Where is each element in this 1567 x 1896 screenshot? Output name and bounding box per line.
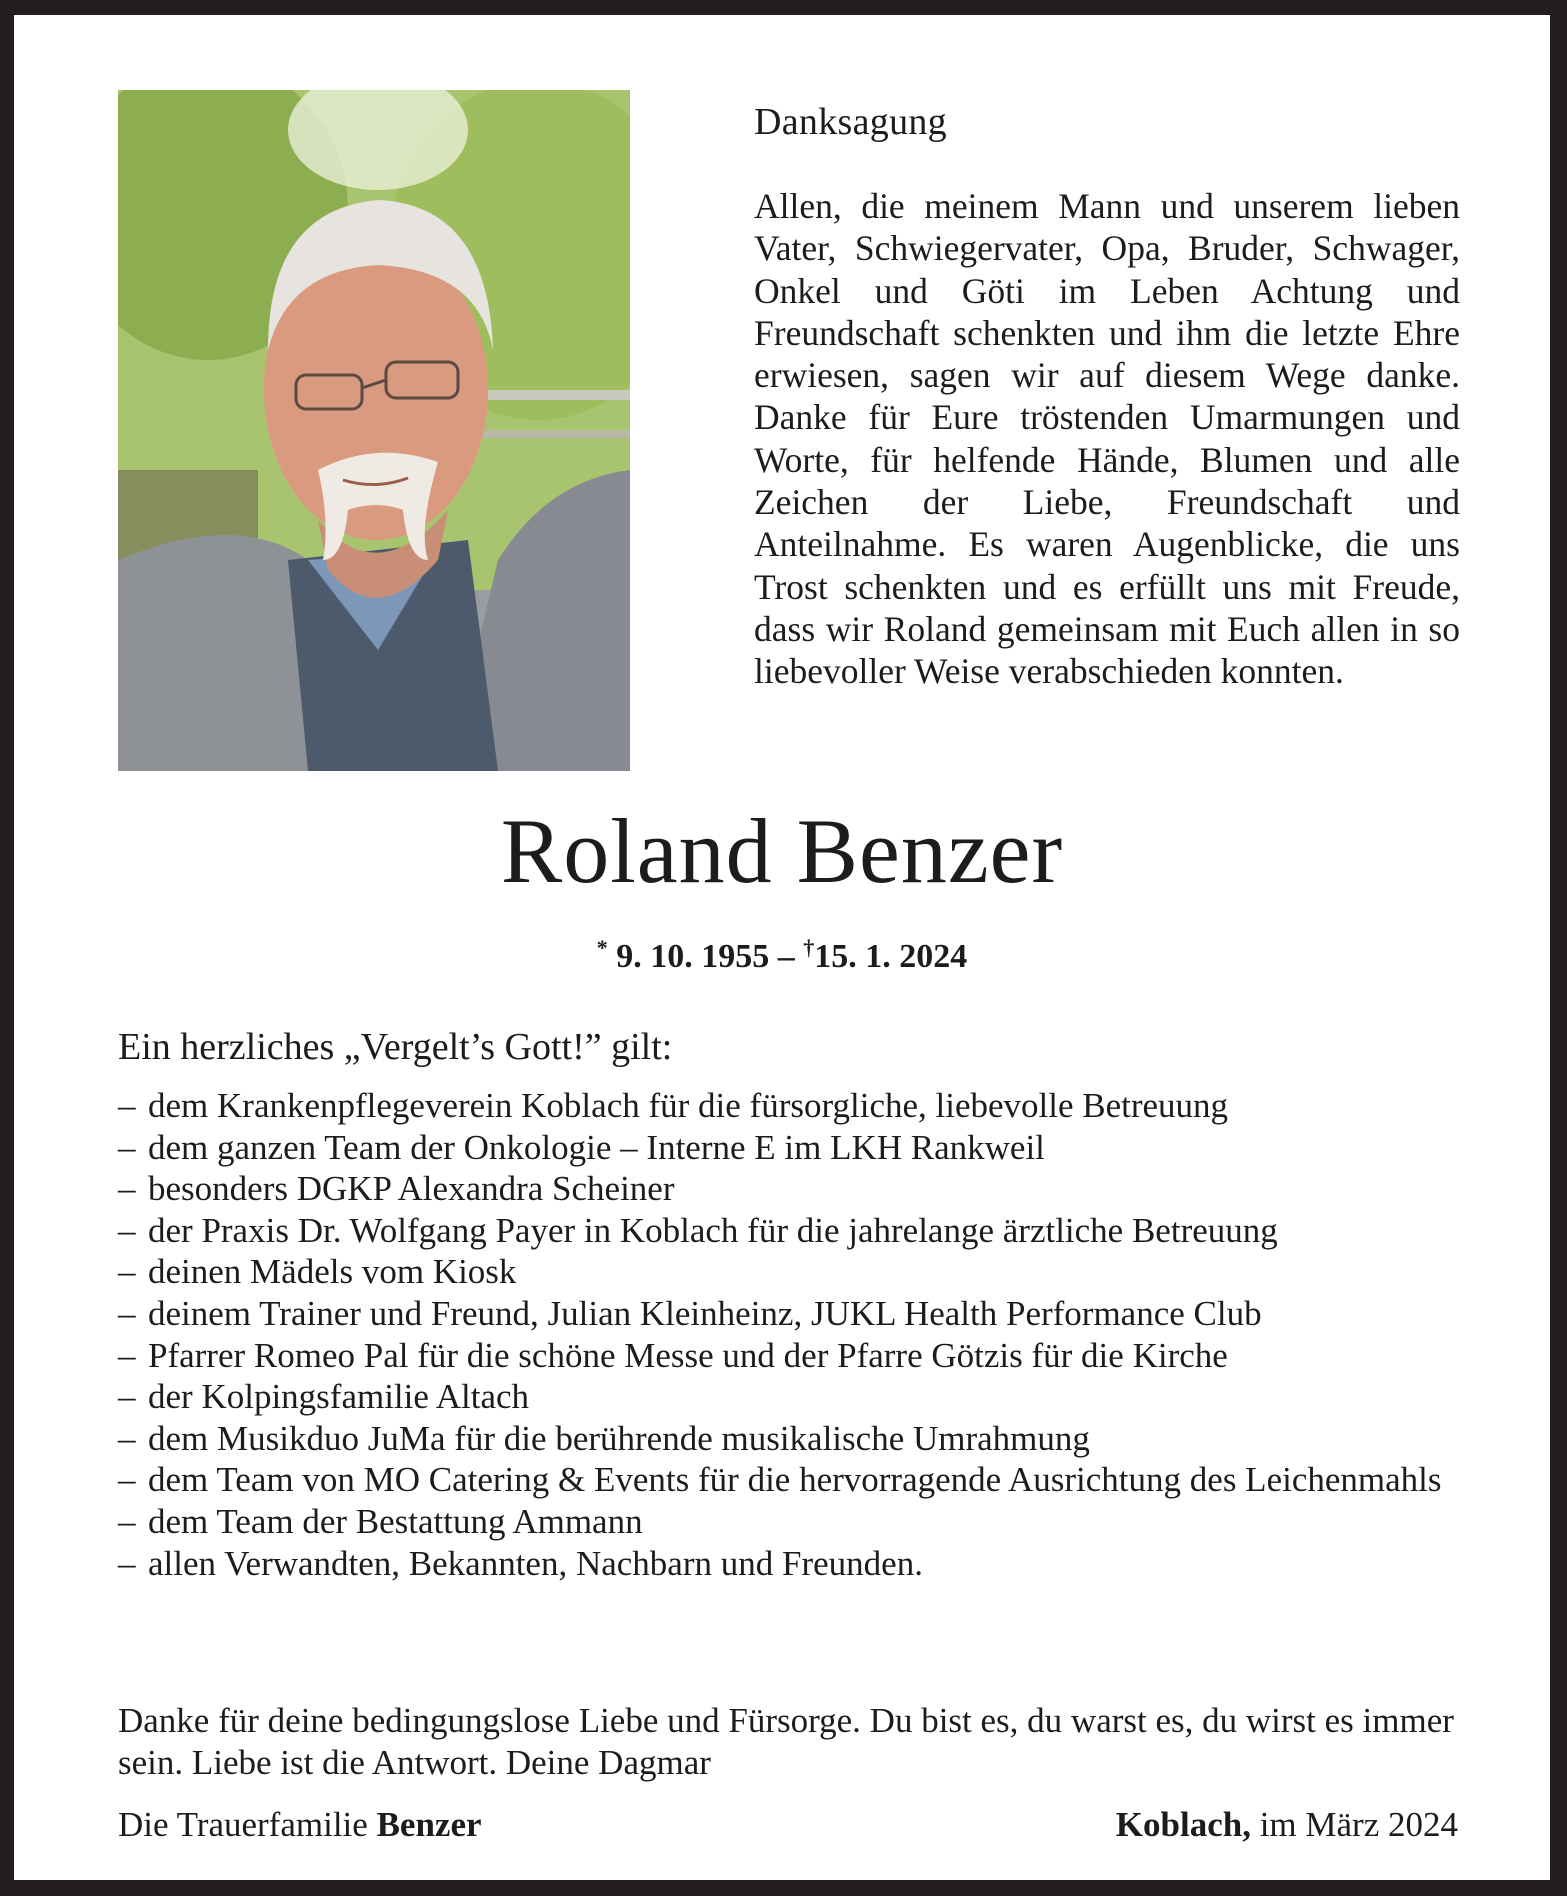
list-item [118, 1168, 1458, 1210]
list-bullet: – [118, 1210, 136, 1250]
list-item [118, 1085, 1458, 1127]
family-signature [118, 1805, 482, 1845]
portrait-image [118, 90, 630, 771]
list-bullet: – [118, 1127, 136, 1167]
list-item [118, 1501, 1458, 1543]
birth-date: 9. 10. 1955 [616, 938, 770, 975]
list-bullet: – [118, 1252, 136, 1292]
thanks-list [118, 1085, 1458, 1584]
life-dates [14, 935, 1550, 976]
list-item-text: dem Krankenpflegeverein Koblach für die fürsorgliche, liebevolle Betreuung [148, 1086, 1229, 1125]
list-item-text: deinem Trainer und Freund, Julian Kleinheinz, JUKL Health Performance Club [148, 1293, 1262, 1333]
list-item-text: der Kolpingsfamilie Altach [148, 1377, 530, 1417]
deceased-name: Roland Benzer [500, 800, 1064, 902]
list-item [118, 1459, 1458, 1501]
birth-symbol: * [596, 935, 608, 960]
danksagung-title: Danksagung [754, 101, 947, 143]
portrait-photo [118, 90, 630, 771]
place-date [1116, 1805, 1458, 1845]
list-item [118, 1127, 1458, 1169]
list-bullet: – [118, 1501, 136, 1541]
date-separator: – [777, 938, 795, 975]
obituary-notice [14, 15, 1550, 1880]
family-prefix: Die Trauerfamilie [118, 1805, 368, 1844]
list-item [118, 1543, 1458, 1585]
list-item-text: besonders DGKP Alexandra Scheiner [148, 1169, 675, 1209]
list-item-text: allen Verwandten, Bekannten, Nachbarn und Freunden. [148, 1543, 923, 1583]
family-name: Benzer [376, 1805, 482, 1844]
danksagung-text: Allen, die meinem Mann und unserem lieben Vater, Schwiegervater, Opa, Bruder, Schwager, Onkel und Göti im Leben Achtung und Freundschaft schenkten und ihm die letzte Ehre erwiesen, sagen wir auf diesem Wege danke. Danke für Eure tröstenden Umarmungen und Worte, für helfende Hände, Blumen und alle Zeichen der Liebe, Freundschaft und Anteilnahme. Es waren Augenblicke, die uns Trost schenkten und es erfüllt uns mit Freude, dass wir Roland gemeinsam mit Euch allen in so liebevoller Weise verabschieden konnten. [754, 186, 1460, 692]
list-bullet: – [118, 1086, 136, 1125]
list-bullet: – [118, 1543, 136, 1583]
list-bullet: – [118, 1293, 136, 1333]
list-item [118, 1293, 1458, 1335]
list-bullet: – [118, 1169, 136, 1209]
date: im März 2024 [1259, 1805, 1458, 1844]
list-bullet: – [118, 1335, 136, 1375]
death-symbol: † [803, 935, 815, 960]
list-item-text: dem Musikduo JuMa für die berührende musikalische Umrahmung [148, 1418, 1090, 1458]
closing-message: Danke für deine bedingungslose Liebe und Fürsorge. Du bist es, du warst es, du wirst es immer sein. Liebe ist die Antwort. Deine Dagmar [118, 1701, 1454, 1782]
list-bullet: – [118, 1460, 136, 1500]
list-item [118, 1418, 1458, 1460]
list-item [118, 1251, 1458, 1293]
list-item-text: deinen Mädels vom Kiosk [148, 1252, 517, 1292]
list-item-text: dem Team von MO Catering & Events für die hervorragende Ausrichtung des Leichenmahls [148, 1460, 1442, 1500]
death-date: 15. 1. 2024 [814, 938, 968, 975]
thanks-heading: Ein herzliches „Vergelt’s Gott!” gilt: [118, 1026, 673, 1068]
list-item-text: der Praxis Dr. Wolfgang Payer in Koblach für die jahrelange ärztliche Betreuung [148, 1210, 1278, 1250]
list-item-text: dem ganzen Team der Onkologie – Interne E im LKH Rankweil [148, 1127, 1045, 1167]
list-bullet: – [118, 1377, 136, 1417]
list-item [118, 1210, 1458, 1252]
list-item-text: dem Team der Bestattung Ammann [148, 1501, 643, 1541]
place: Koblach, [1115, 1805, 1251, 1844]
list-item [118, 1335, 1458, 1377]
list-bullet: – [118, 1418, 136, 1458]
list-item-text: Pfarrer Romeo Pal für die schöne Messe und der Pfarre Götzis für die Kirche [148, 1335, 1228, 1375]
list-item [118, 1376, 1458, 1418]
